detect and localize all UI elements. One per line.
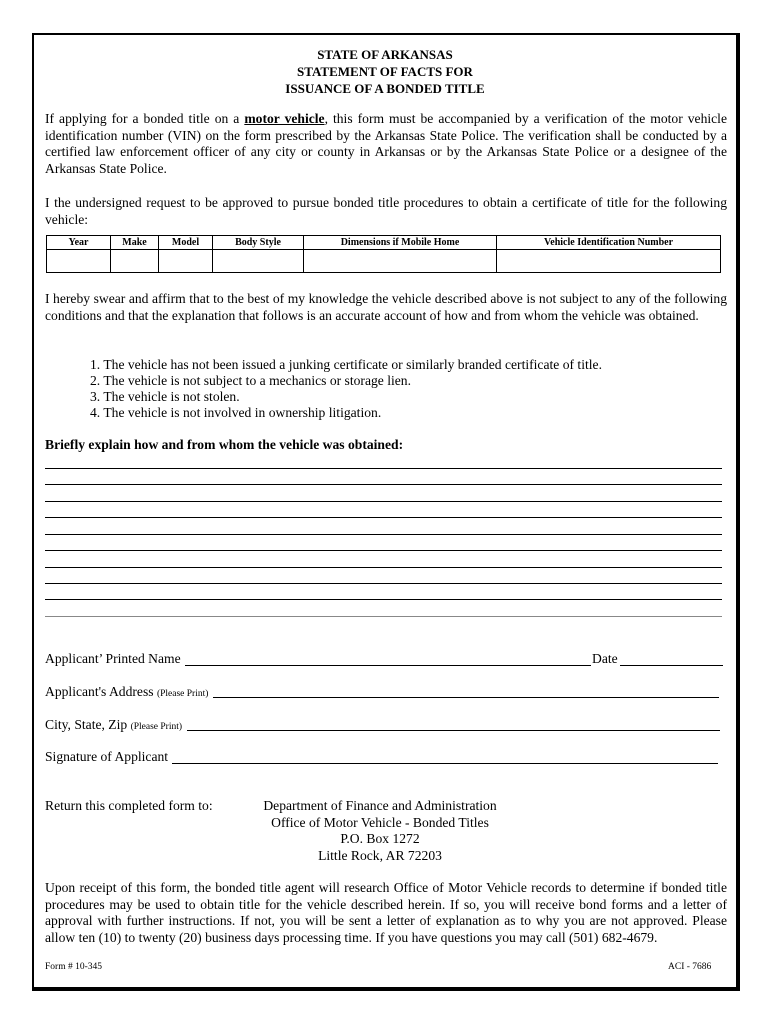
condition-item: 2. The vehicle is not subject to a mechanics or storage lien. <box>90 373 411 388</box>
model-cell[interactable] <box>159 250 213 273</box>
city-state-zip-field[interactable] <box>187 730 720 731</box>
explanation-line[interactable] <box>45 583 722 584</box>
explanation-line[interactable] <box>45 484 722 485</box>
notice-paragraph: Upon receipt of this form, the bonded title agent will research Office of Motor Vehicle records to determine if bonded title procedures may be used to obtain title for the vehicle described herein. If so, you will receive bond forms and a letter of approval with further instructions. If not, you will be sent a letter of explanation as to why you are not approved. Please allow ten (10) to twenty (20) business days processing time. If you have questions you may call (501) 682-4679. <box>45 880 727 945</box>
printed-name-label: Applicant’ Printed Name <box>45 651 181 666</box>
address-field[interactable] <box>213 697 719 698</box>
explanation-line[interactable] <box>45 517 722 518</box>
affirmation-paragraph: I hereby swear and affirm that to the best of my knowledge the vehicle described above is not subject to any of the following conditions and that the explanation that follows is an accurate account of how and from whom the vehicle was obtained. <box>45 291 727 323</box>
address-label <box>45 684 208 700</box>
explanation-line[interactable] <box>45 567 722 568</box>
condition-item: 4. The vehicle is not involved in ownership litigation. <box>90 405 382 420</box>
col-make-header: Make <box>111 236 159 250</box>
vehicle-table <box>46 235 721 273</box>
vin-cell[interactable] <box>497 250 721 273</box>
explain-heading: Briefly explain how and from whom the vehicle was obtained: <box>45 437 404 452</box>
intro-emphasis: motor vehicle <box>244 111 325 126</box>
signature-label: Signature of Applicant <box>45 749 169 764</box>
col-dimensions-header: Dimensions if Mobile Home <box>304 236 497 250</box>
col-year-header: Year <box>47 236 111 250</box>
date-field[interactable] <box>620 665 723 666</box>
explanation-line[interactable] <box>45 468 722 469</box>
form-title-bonded: ISSUANCE OF A BONDED TITLE <box>285 81 485 96</box>
explanation-line[interactable] <box>45 501 722 502</box>
intro-text-end: , this form must be accompanied by a verification of the motor vehicle identification number (VIN) on the form prescribed by the Arkansas State Police. The verification shall be conducted by a certified law enforcement officer of any city or county in Arkansas or by the Arkansas State Police or a designee of the Arkansas State Police. <box>45 111 727 176</box>
col-model-header: Model <box>159 236 213 250</box>
vehicle-table-row <box>47 250 721 273</box>
city-label <box>45 717 182 733</box>
date-label: Date <box>592 651 618 666</box>
intro-paragraph <box>45 111 727 177</box>
vehicle-table-header <box>47 236 721 250</box>
condition-item: 1. The vehicle has not been issued a junking certificate or similarly branded certificate of title. <box>90 357 602 372</box>
body-style-cell[interactable] <box>213 250 304 273</box>
form-code: ACI - 7686 <box>668 962 712 972</box>
address-line: Department of Finance and Administration <box>263 798 497 813</box>
form-title-state: STATE OF ARKANSAS <box>317 47 453 62</box>
intro-text-start: If applying for a bonded title on a <box>45 111 245 126</box>
col-body-style-header: Body Style <box>213 236 304 250</box>
signature-field[interactable] <box>172 763 718 764</box>
city-note: (Please Print) <box>130 722 183 732</box>
make-cell[interactable] <box>111 250 159 273</box>
col-vin-header: Vehicle Identification Number <box>497 236 721 250</box>
explanation-line[interactable] <box>45 599 722 600</box>
condition-item: 3. The vehicle is not stolen. <box>90 389 240 404</box>
address-line: Office of Motor Vehicle - Bonded Titles <box>271 814 489 830</box>
address-label-text: Applicant's Address <box>45 684 154 699</box>
explanation-line[interactable] <box>45 534 722 535</box>
address-line: Little Rock, AR 72203 <box>318 847 442 863</box>
address-line: P.O. Box 1272 <box>340 831 420 846</box>
printed-name-field[interactable] <box>185 665 591 666</box>
explanation-line[interactable] <box>45 550 722 551</box>
city-label-text: City, State, Zip <box>45 717 128 732</box>
form-number: Form # 10-345 <box>45 962 102 972</box>
return-label: Return this completed form to: <box>45 798 213 813</box>
form-title-statement: STATEMENT OF FACTS FOR <box>297 64 473 79</box>
address-note: (Please Print) <box>156 689 209 699</box>
explanation-line[interactable] <box>45 616 722 617</box>
year-cell[interactable] <box>47 250 111 273</box>
request-paragraph: I the undersigned request to be approved to pursue bonded title procedures to obtain a certificate of title for the following vehicle: <box>45 195 727 227</box>
return-address <box>230 798 530 864</box>
dimensions-cell[interactable] <box>304 250 497 273</box>
